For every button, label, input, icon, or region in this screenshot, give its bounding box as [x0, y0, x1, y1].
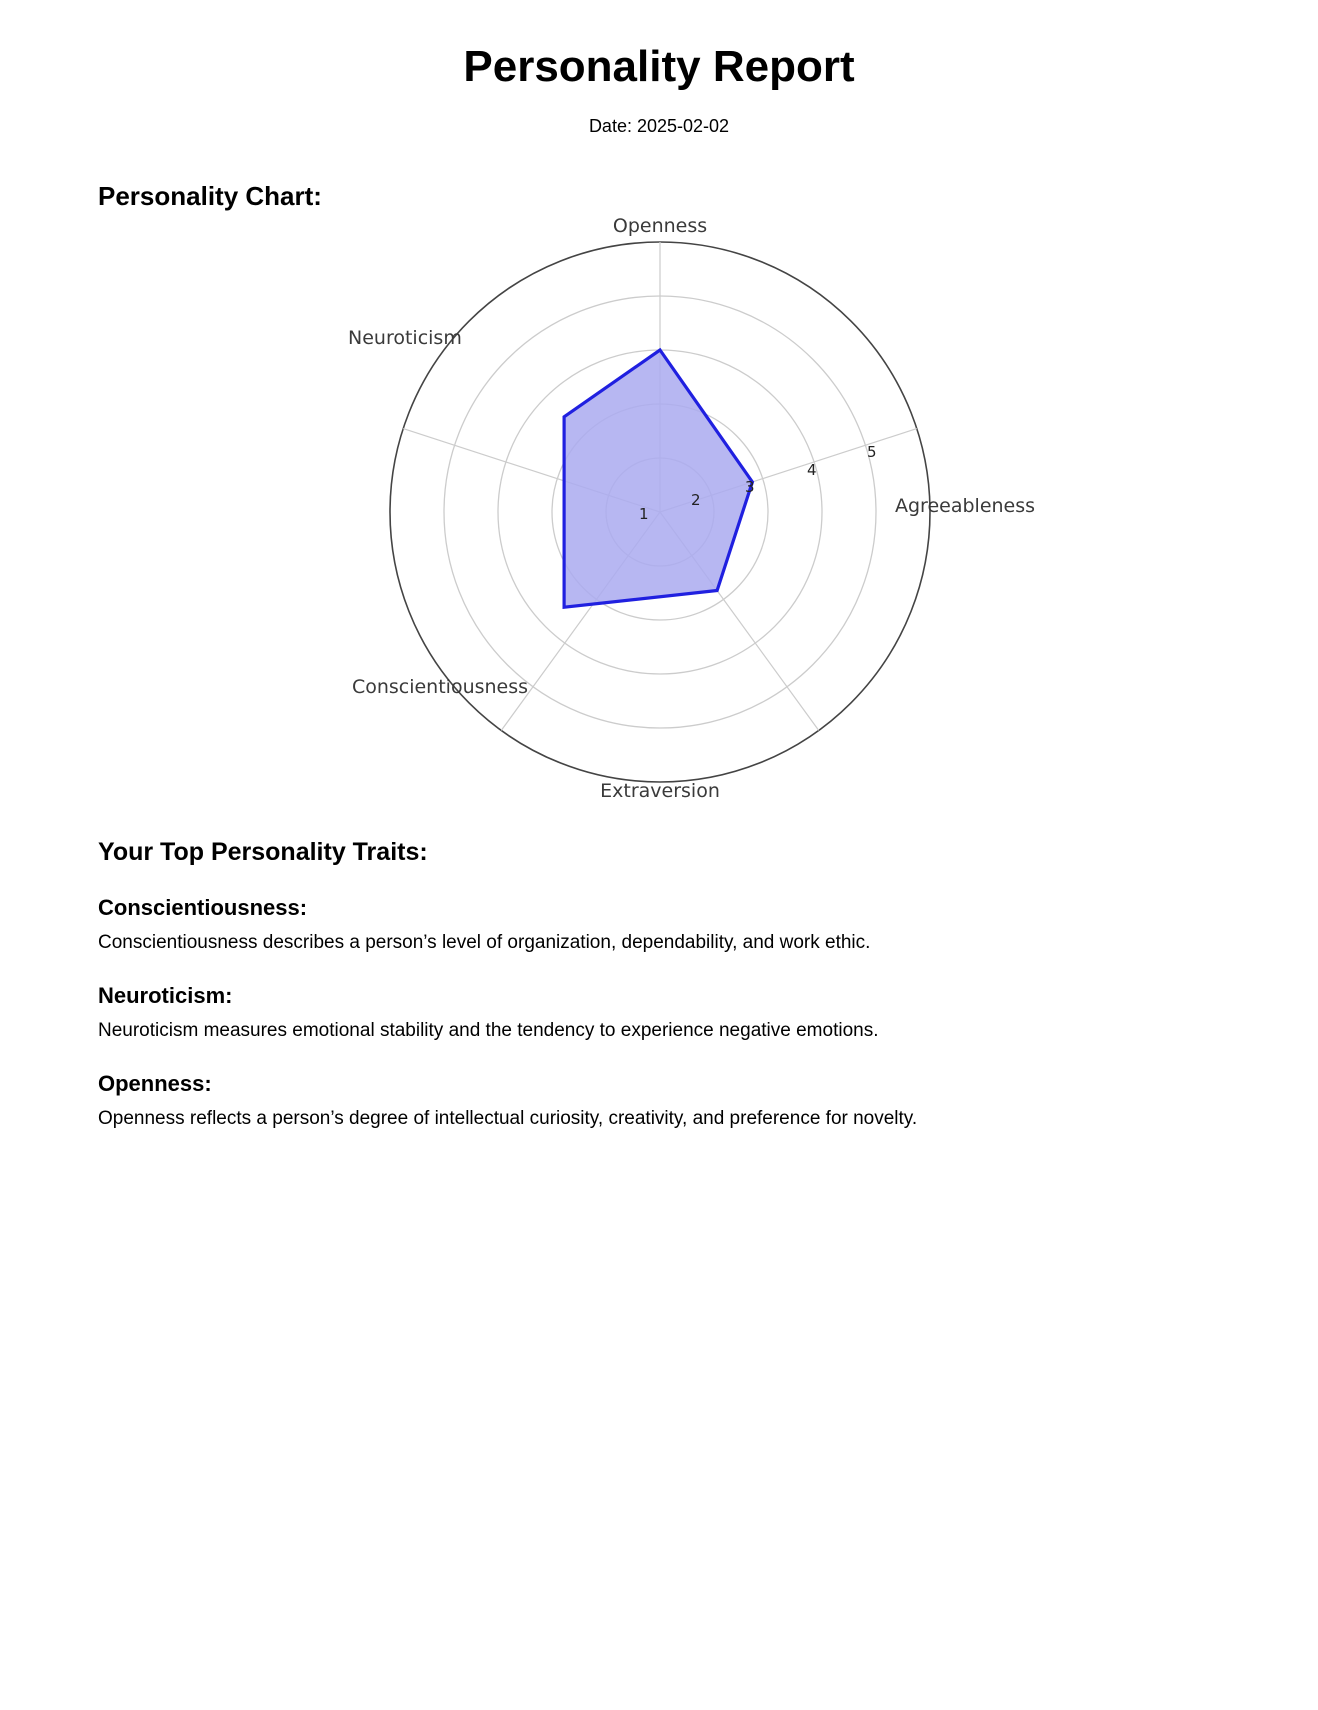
personality-chart	[0, 212, 1318, 832]
radar-tick-4: 4	[807, 461, 817, 479]
radar-tick-3: 3	[745, 478, 755, 496]
trait-description: Conscientiousness describes a person’s level of organization, dependability, and work ethic.	[98, 932, 871, 953]
radar-tick-2: 2	[691, 491, 701, 509]
trait-item	[98, 1071, 1220, 1131]
radar-axis-label-neuroticism: Neuroticism	[348, 327, 462, 349]
trait-list	[0, 895, 1318, 1130]
radar-tick-5: 5	[867, 443, 877, 461]
trait-item	[98, 895, 1220, 955]
chart-section-heading: Personality Chart:	[98, 181, 322, 211]
radar-axis-label-agreeableness: Agreeableness	[895, 495, 1036, 517]
page-title: Personality Report	[463, 42, 855, 91]
trait-name: Conscientiousness:	[98, 895, 308, 920]
report-date: Date: 2025-02-02	[588, 116, 730, 136]
radar-axis-label-openness: Openness	[612, 217, 708, 237]
trait-name: Openness:	[98, 1070, 212, 1096]
radar-axis-label-extraversion: Extraversion	[600, 780, 720, 802]
trait-name: Neuroticism:	[98, 982, 233, 1008]
trait-description: Neuroticism measures emotional stability and the tendency to experience negative emotions.	[98, 1019, 879, 1041]
traits-heading: Your Top Personality Traits:	[98, 838, 428, 866]
radar-data-polygon	[564, 350, 752, 607]
trait-item	[98, 983, 1220, 1043]
radar-axis-label-conscientiousness: Conscientiousness	[351, 676, 529, 698]
radar-chart-svg	[245, 217, 1075, 837]
trait-description: Openness reflects a person’s degree of intellectual curiosity, creativity, and preference for novelty.	[98, 1107, 918, 1129]
radar-tick-1: 1	[639, 505, 649, 523]
